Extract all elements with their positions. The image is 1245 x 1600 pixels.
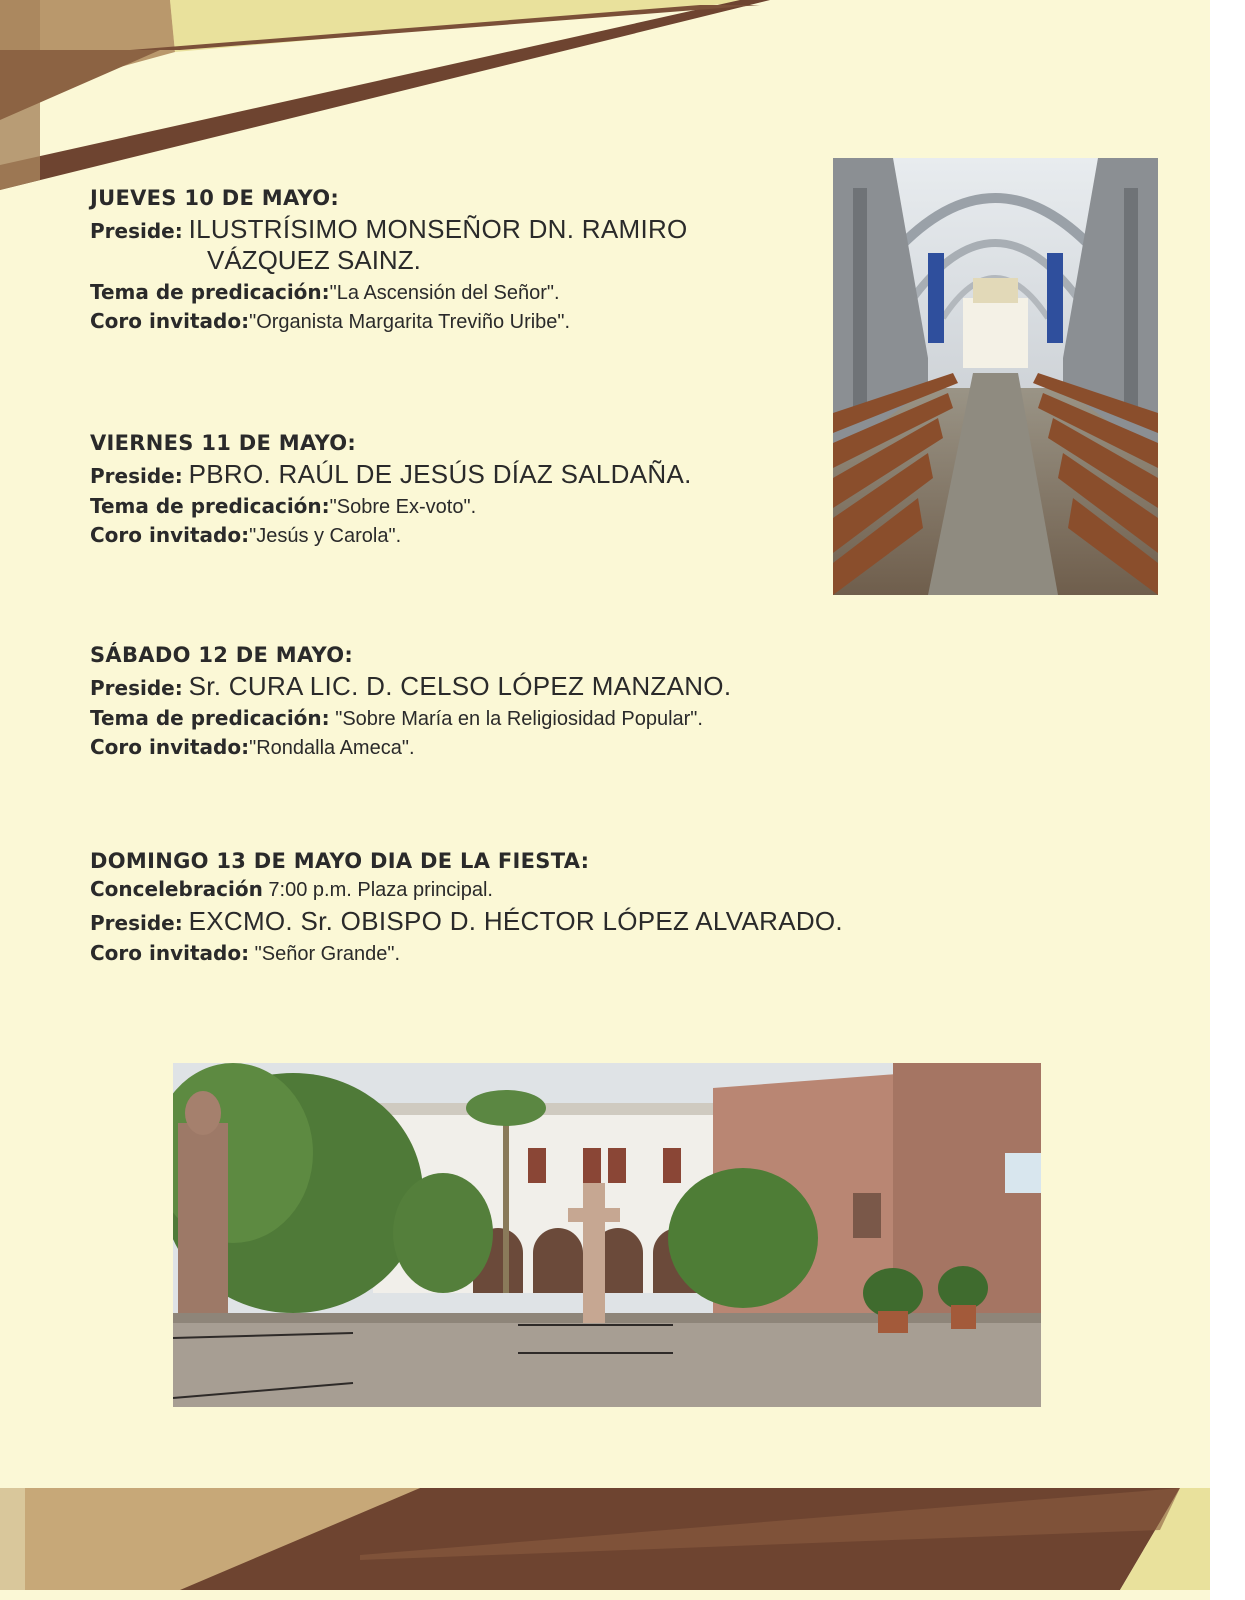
coro-line <box>90 523 692 548</box>
event-viernes <box>90 431 692 548</box>
tema-value: "Sobre María en la Religiosidad Popular". <box>329 708 703 730</box>
preside-value: PBRO. RAÚL DE JESÚS DÍAZ SALDAÑA. <box>188 459 692 489</box>
event-sabado <box>90 643 731 760</box>
preside-line <box>90 906 843 937</box>
tema-label: Tema de predicación: <box>90 706 330 730</box>
event-jueves <box>90 186 688 334</box>
tema-label: Tema de predicación: <box>90 280 330 304</box>
coro-line <box>90 941 843 966</box>
preside-label: Preside: <box>90 219 183 243</box>
coro-value: "Jesús y Carola". <box>249 525 402 547</box>
coro-value: "Rondalla Ameca". <box>249 737 415 759</box>
preside-value: EXCMO. Sr. OBISPO D. HÉCTOR LÓPEZ ALVARADO. <box>188 906 843 936</box>
tema-line <box>90 280 688 305</box>
event-title: JUEVES 10 DE MAYO: <box>90 186 340 210</box>
church-interior-photo <box>833 158 1158 595</box>
scan-margin <box>1210 0 1245 1600</box>
plaza-photo <box>173 1063 1041 1407</box>
tema-label: Tema de predicación: <box>90 494 330 518</box>
preside-label: Preside: <box>90 676 183 700</box>
coro-label: Coro invitado: <box>90 523 250 547</box>
concel-label: Concelebración <box>90 877 263 901</box>
preside-line <box>90 459 692 490</box>
preside-value: ILUSTRÍSIMO MONSEÑOR DN. RAMIRO <box>188 214 688 244</box>
coro-value: "Señor Grande". <box>249 943 401 965</box>
coro-value: "Organista Margarita Treviño Uribe". <box>249 311 571 333</box>
preside-line <box>90 671 731 702</box>
event-title: SÁBADO 12 DE MAYO: <box>90 643 354 667</box>
preside-line <box>90 214 688 245</box>
coro-label: Coro invitado: <box>90 309 250 333</box>
tema-value: "La Ascensión del Señor". <box>329 282 560 304</box>
coro-label: Coro invitado: <box>90 735 250 759</box>
preside-value-cont: VÁZQUEZ SAINZ. <box>207 245 421 275</box>
concel-value: 7:00 p.m. Plaza principal. <box>262 879 493 901</box>
event-domingo <box>90 849 843 966</box>
concel-line <box>90 877 843 902</box>
tema-line <box>90 706 731 731</box>
coro-line <box>90 735 731 760</box>
preside-label: Preside: <box>90 911 183 935</box>
preside-label: Preside: <box>90 464 183 488</box>
coro-line <box>90 309 688 334</box>
preside-value: Sr. CURA LIC. D. CELSO LÓPEZ MANZANO. <box>188 671 732 701</box>
coro-label: Coro invitado: <box>90 941 250 965</box>
tema-line <box>90 494 692 519</box>
event-title: DOMINGO 13 DE MAYO DIA DE LA FIESTA: <box>90 849 590 873</box>
event-title: VIERNES 11 DE MAYO: <box>90 431 357 455</box>
tema-value: "Sobre Ex-voto". <box>329 496 477 518</box>
